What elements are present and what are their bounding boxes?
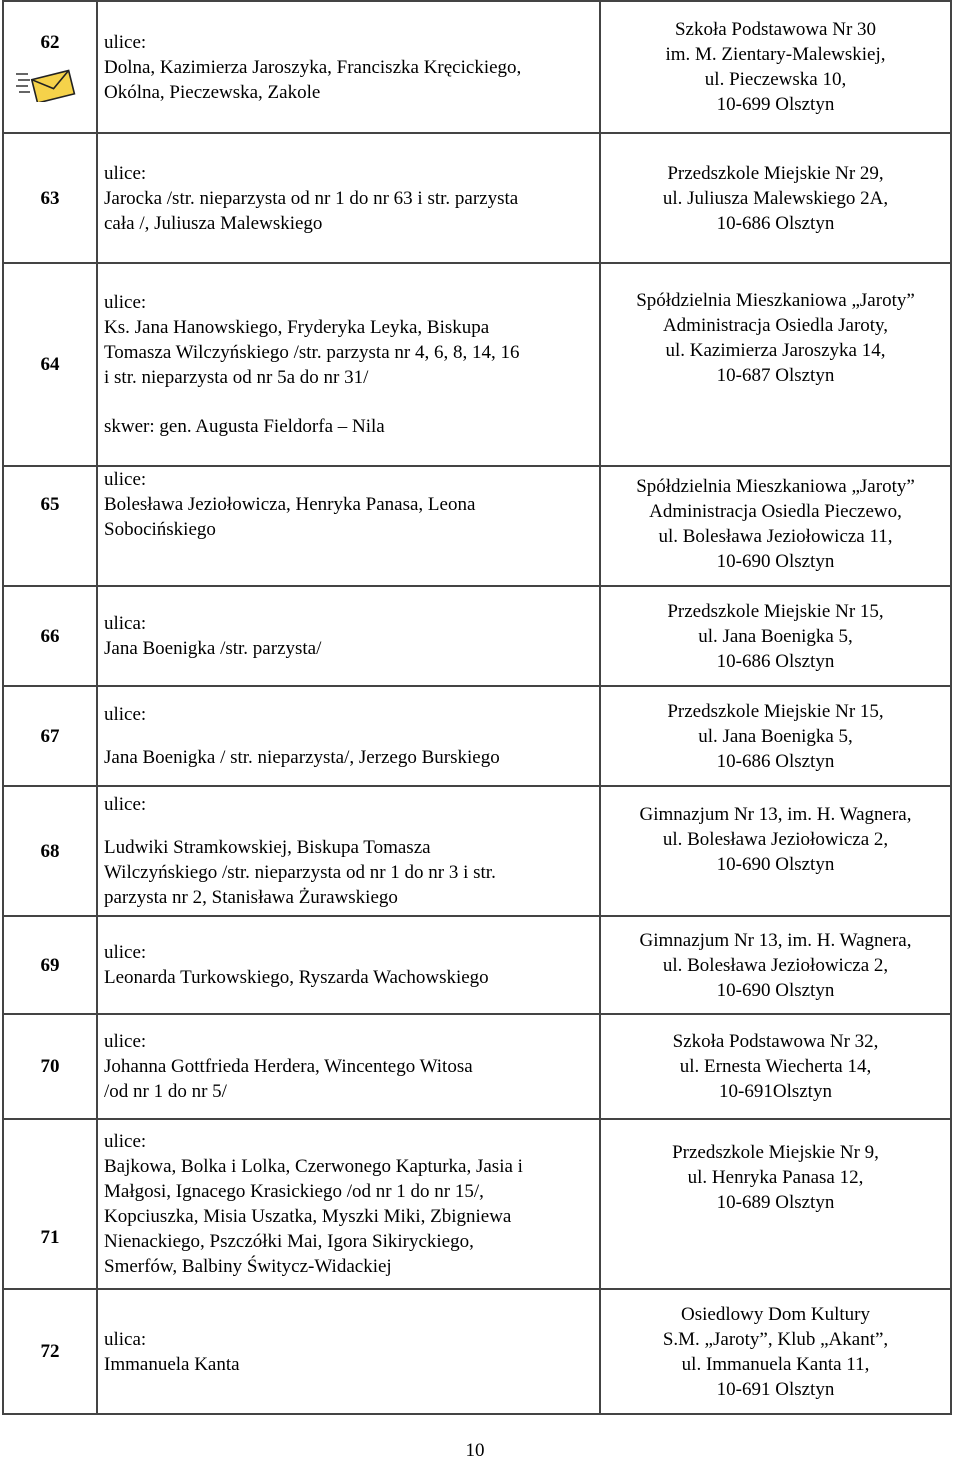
- street-list: Bolesława Jeziołowicza, Henryka Panasa, Leona Sobocińskiego: [104, 494, 476, 540]
- street-type-label: ulice:: [104, 794, 147, 815]
- district-number-cell: [3, 586, 97, 686]
- school-cell: [600, 586, 951, 686]
- streets-cell: [97, 1, 600, 133]
- district-number-cell: [3, 1119, 97, 1289]
- square-name: skwer: gen. Augusta Fieldorfa – Nila: [104, 416, 385, 437]
- district-number-cell: [3, 133, 97, 263]
- street-list: Jana Boenigka / str. nieparzysta/, Jerzego Burskiego: [104, 747, 500, 768]
- street-list: Leonarda Turkowskiego, Ryszarda Wachowskiego: [104, 967, 489, 988]
- table-row: [3, 916, 951, 1014]
- district-number-cell: [3, 916, 97, 1014]
- table-row: [3, 133, 951, 263]
- school-address: Szkoła Podstawowa Nr 32, ul. Ernesta Wiecherta 14, 10-691Olsztyn: [672, 1031, 879, 1102]
- school-address: Osiedlowy Dom Kultury S.M. „Jaroty”, Klub „Akant”, ul. Immanuela Kanta 11, 10-691 Olsztyn: [662, 1303, 889, 1400]
- school-address: Szkoła Podstawowa Nr 30 im. M. Zientary-Malewskiej, ul. Pieczewska 10, 10-699 Olsztyn: [665, 19, 886, 115]
- table-row: [3, 1289, 951, 1414]
- streets-cell: [97, 1119, 600, 1289]
- street-type-label: ulice:: [104, 292, 147, 313]
- school-address: Przedszkole Miejskie Nr 9, ul. Henryka Panasa 12, 10-689 Olsztyn: [672, 1142, 879, 1213]
- table-row: [3, 1014, 951, 1119]
- street-type-label: ulice:: [104, 469, 147, 490]
- school-address: Przedszkole Miejskie Nr 15, ul. Jana Boenigka 5, 10-686 Olsztyn: [667, 600, 884, 672]
- district-number: 71: [40, 1227, 60, 1248]
- street-type-label: ulica:: [104, 613, 147, 634]
- table-row: [3, 1, 951, 133]
- table-row: [3, 686, 951, 786]
- school-address: Spółdzielnia Mieszkaniowa „Jaroty” Administracja Osiedla Pieczewo, ul. Bolesława Jeziołowicza 11, 10-690 Olsztyn: [636, 476, 915, 572]
- street-list: Ludwiki Stramkowskiej, Biskupa Tomasza Wilczyńskiego /str. nieparzysta od nr 1 do nr 3 i str. parzysta nr 2, Stanisława Żurawskiego: [104, 837, 496, 908]
- street-type-label: ulice:: [104, 31, 147, 53]
- street-list: Jarocka /str. nieparzysta od nr 1 do nr 63 i str. parzysta cała /, Juliusza Malewskiego: [104, 187, 519, 234]
- district-number-cell: [3, 466, 97, 586]
- streets-cell: [97, 133, 600, 263]
- district-number-cell: [3, 786, 97, 916]
- street-type-label: ulice:: [104, 704, 147, 725]
- street-type-label: ulice:: [104, 942, 147, 963]
- page-number: 10: [465, 1440, 485, 1461]
- streets-cell: [97, 466, 600, 586]
- envelope-icon: [16, 68, 78, 102]
- school-address: Gimnazjum Nr 13, im. H. Wagnera, ul. Bolesława Jeziołowicza 2, 10-690 Olsztyn: [639, 929, 912, 1001]
- district-number-cell: [3, 1, 97, 133]
- district-number-cell: [3, 263, 97, 466]
- district-number: 67: [40, 725, 60, 747]
- street-list: Johanna Gottfrieda Herdera, Wincentego Witosa /od nr 1 do nr 5/: [104, 1056, 473, 1102]
- street-list: Dolna, Kazimierza Jaroszyka, Franciszka Kręcickiego, Okólna, Pieczewska, Zakole: [104, 56, 522, 103]
- district-number-cell: [3, 686, 97, 786]
- table-row: [3, 786, 951, 916]
- school-cell: [600, 466, 951, 586]
- school-cell: [600, 686, 951, 786]
- school-cell: [600, 1, 951, 133]
- district-number-cell: [3, 1289, 97, 1414]
- district-number-cell: [3, 1014, 97, 1119]
- streets-cell: [97, 916, 600, 1014]
- school-cell: [600, 1289, 951, 1414]
- street-type-label: ulice:: [104, 162, 147, 184]
- street-list: Ks. Jana Hanowskiego, Fryderyka Leyka, Biskupa Tomasza Wilczyńskiego /str. parzysta nr 4, 6, 8, 14, 16 i str. nieparzysta od nr 5a do nr 31/: [104, 317, 520, 388]
- district-number: 63: [40, 187, 60, 209]
- street-list: Jana Boenigka /str. parzysta/: [104, 638, 322, 659]
- district-number: 66: [40, 625, 60, 647]
- street-list: Immanuela Kanta: [104, 1353, 240, 1375]
- streets-cell: [97, 1014, 600, 1119]
- street-type-label: ulica:: [104, 1328, 147, 1350]
- school-cell: [600, 1119, 951, 1289]
- street-list: Bajkowa, Bolka i Lolka, Czerwonego Kapturka, Jasia i Małgosi, Ignacego Krasickiego /od nr 1 do nr 15/, Kopciuszka, Misia Uszatka, Myszki Miki, Zbigniewa Nienackiego, Pszczółki Mai, Igora Sikiryckiego, Smerfów, Balbiny Świtycz-Widackiej: [104, 1156, 523, 1277]
- table-row: [3, 263, 951, 466]
- table-row: [3, 586, 951, 686]
- district-number: 65: [40, 494, 60, 515]
- streets-cell: [97, 1289, 600, 1414]
- district-number: 64: [40, 354, 60, 375]
- school-cell: [600, 916, 951, 1014]
- streets-cell: [97, 686, 600, 786]
- street-type-label: ulice:: [104, 1031, 147, 1052]
- district-number: 72: [40, 1341, 60, 1362]
- street-type-label: ulice:: [104, 1131, 147, 1152]
- school-address: Gimnazjum Nr 13, im. H. Wagnera, ul. Bolesława Jeziołowicza 2, 10-690 Olsztyn: [639, 804, 912, 875]
- district-table: [2, 0, 952, 1415]
- school-cell: [600, 1014, 951, 1119]
- table-row: [3, 1119, 951, 1289]
- school-address: Przedszkole Miejskie Nr 29, ul. Juliusza Malewskiego 2A, 10-686 Olsztyn: [662, 162, 889, 234]
- school-address: Spółdzielnia Mieszkaniowa „Jaroty” Administracja Osiedla Jaroty, ul. Kazimierza Jaroszyka 14, 10-687 Olsztyn: [636, 290, 915, 386]
- school-cell: [600, 263, 951, 466]
- district-number: 69: [40, 954, 60, 976]
- district-number: 62: [40, 32, 60, 53]
- streets-cell: [97, 263, 600, 466]
- school-cell: [600, 133, 951, 263]
- table-row: [3, 466, 951, 586]
- school-address: Przedszkole Miejskie Nr 15, ul. Jana Boenigka 5, 10-686 Olsztyn: [667, 700, 884, 772]
- district-number: 70: [40, 1056, 60, 1077]
- streets-cell: [97, 586, 600, 686]
- district-number: 68: [40, 840, 60, 862]
- school-cell: [600, 786, 951, 916]
- streets-cell: [97, 786, 600, 916]
